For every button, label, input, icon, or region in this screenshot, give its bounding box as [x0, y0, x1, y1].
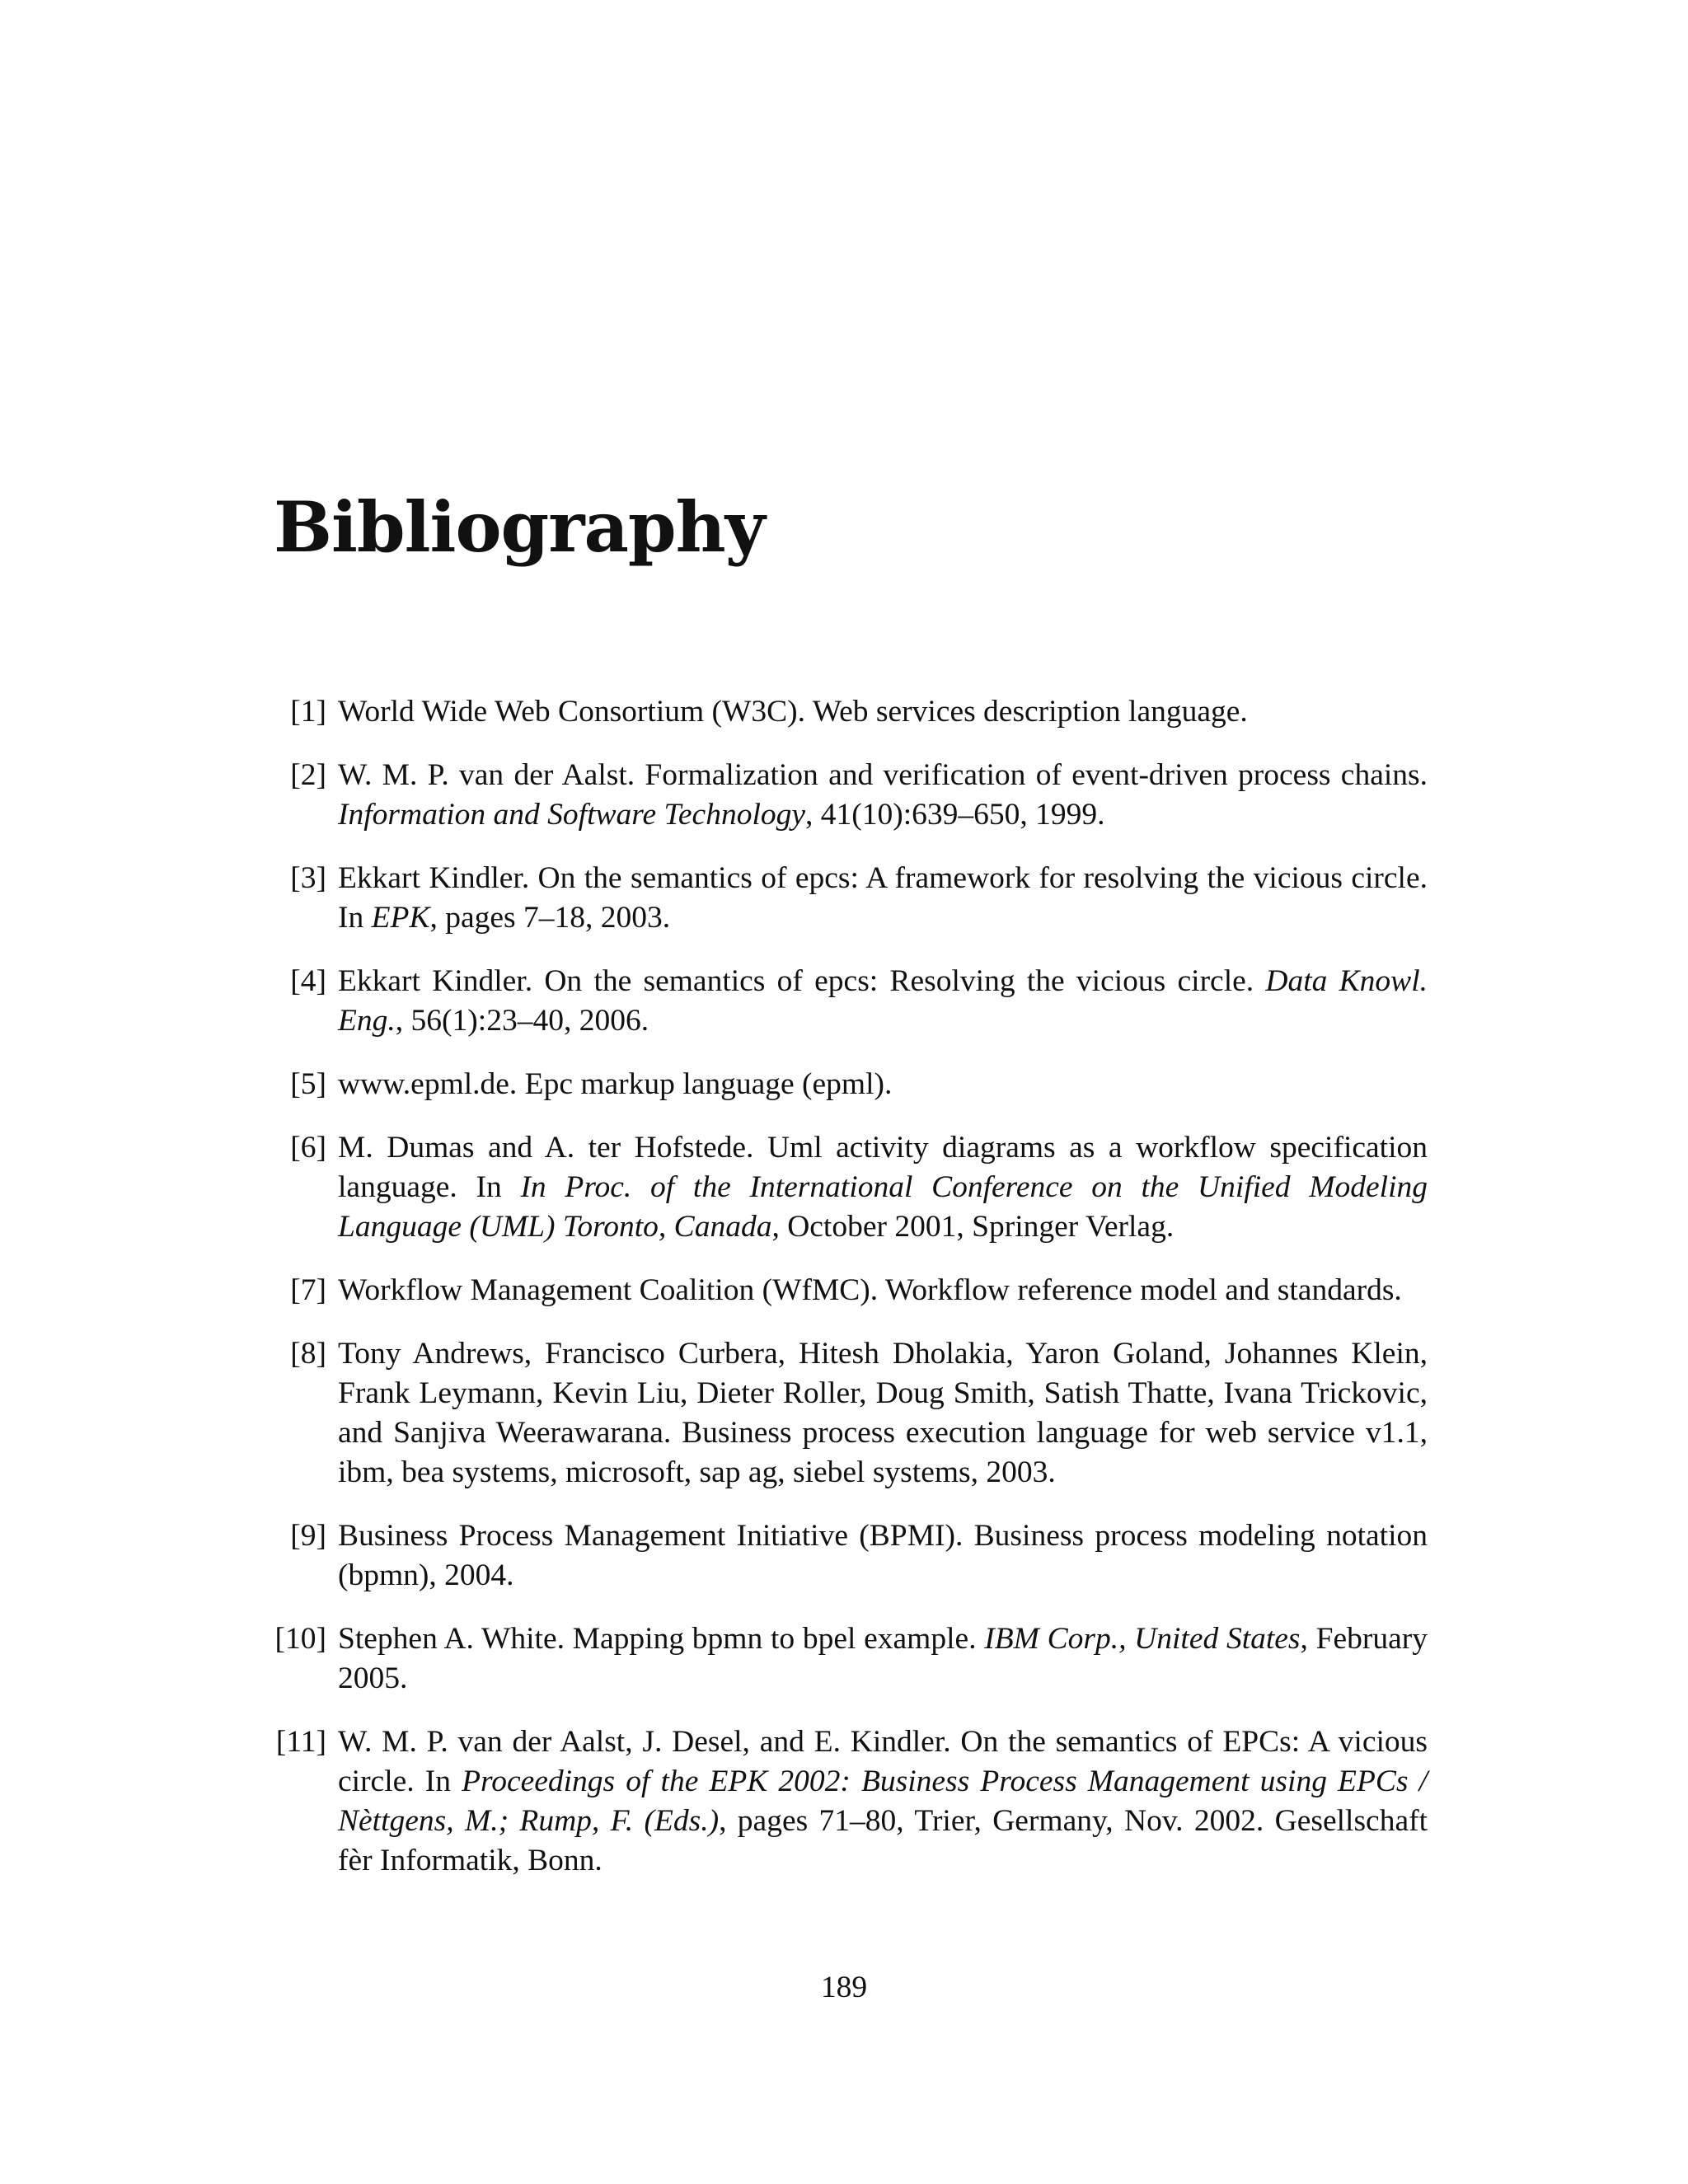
bib-entry-label: [11]: [275, 1725, 326, 1759]
bib-entry: [274, 1619, 1428, 1699]
bib-italic-segment: EPK: [371, 901, 430, 935]
bib-entry-label: [10]: [274, 1622, 326, 1656]
bib-text-segment: Stephen A. White. Mapping bpmn to bpel example.: [338, 1622, 985, 1656]
bib-entry-label: [5]: [290, 1067, 326, 1101]
bib-text-segment: , pages 71–80, Trier, Germany, Nov. 2002. Gesellschaft fèr Informatik, Bonn.: [338, 1804, 1428, 1877]
bib-text-segment: W. M. P. van der Aalst, J. Desel, and E. Kindler. On the semantics of EPCs: A vicious circle. In: [338, 1725, 1428, 1798]
chapter-title: Bibliography: [274, 486, 765, 568]
bib-entry: [274, 1128, 1428, 1247]
bib-entry: [274, 859, 1428, 938]
bib-text-segment: , 41(10):639–650, 1999.: [805, 798, 1105, 832]
bib-entry: [274, 1271, 1428, 1310]
bib-entry: [274, 756, 1428, 835]
bib-entry-label: [4]: [290, 964, 326, 998]
bib-entry-label: [8]: [290, 1337, 326, 1371]
bib-entry-text: [338, 692, 1428, 732]
bib-entry-label: [9]: [290, 1519, 326, 1553]
bib-italic-segment: IBM Corp., United States: [984, 1622, 1301, 1656]
page-number: 189: [820, 1971, 868, 2004]
bib-text-segment: Tony Andrews, Francisco Curbera, Hitesh Dholakia, Yaron Goland, Johannes Klein, Frank Leymann, Kevin Liu, Dieter Roller, Doug Smith, Satish Thatte, Ivana Trickovic, and Sanjiva Weerawarana. Business process execution language for web service v1.1, ibm, bea systems, microsoft, sap ag, siebel systems, 2003.: [338, 1337, 1428, 1489]
bib-entry: [274, 962, 1428, 1041]
bib-text-segment: , February 2005.: [338, 1622, 1428, 1695]
bib-text-segment: , October 2001, Springer Verlag.: [771, 1210, 1175, 1244]
bib-entry-label: [6]: [290, 1131, 326, 1165]
bib-entry-label: [2]: [290, 758, 326, 792]
bib-italic-segment: Proceedings of the EPK 2002: Business Process Management using EPCs / Nèttgens, M.; Rump, F. (Eds.): [338, 1765, 1428, 1838]
bib-entry-text: [338, 756, 1428, 835]
bib-text-segment: Workflow Management Coalition (WfMC). Workflow reference model and standards.: [338, 1273, 1402, 1307]
bib-text-segment: World Wide Web Consortium (W3C). Web services description language.: [338, 695, 1248, 729]
bib-entry-text: [338, 1516, 1428, 1596]
bib-text-segment: M. Dumas and A. ter Hofstede. Uml activity diagrams as a workflow specification language. In: [338, 1131, 1428, 1204]
bib-text-segment: , 56(1):23–40, 2006.: [395, 1004, 649, 1038]
bib-text-segment: Business Process Management Initiative (BPMI). Business process modeling notation (bpmn), 2004.: [338, 1519, 1428, 1592]
bib-text-segment: Ekkart Kindler. On the semantics of epcs: Resolving the vicious circle.: [338, 964, 1266, 998]
bib-entry: [274, 692, 1428, 732]
bib-text-segment: www.epml.de. Epc markup language (epml).: [338, 1067, 893, 1101]
bib-italic-segment: In Proc. of the International Conference on the Unified Modeling Language (UML) Toronto, Canada: [338, 1170, 1428, 1244]
bib-entry-label: [7]: [290, 1273, 326, 1307]
bib-entry: [274, 1722, 1428, 1881]
bib-entry-text: [338, 1619, 1428, 1699]
bib-entry: [274, 1516, 1428, 1596]
bib-entry-text: [338, 1128, 1428, 1247]
bib-entry-text: [338, 1334, 1428, 1493]
bib-entry: [274, 1334, 1428, 1493]
bib-italic-segment: Information and Software Technology: [338, 798, 806, 832]
bib-entry-label: [1]: [290, 695, 326, 729]
bib-text-segment: Ekkart Kindler. On the semantics of epcs: A framework for resolving the vicious circle. In: [338, 861, 1428, 935]
bib-entry-text: [338, 962, 1428, 1041]
bibliography-list: [274, 692, 1428, 1905]
bib-entry-text: [338, 859, 1428, 938]
bib-text-segment: W. M. P. van der Aalst. Formalization and verification of event-driven process chains.: [338, 758, 1428, 792]
bib-entry-text: [338, 1065, 1428, 1104]
bib-text-segment: , pages 7–18, 2003.: [429, 901, 671, 935]
bib-entry-text: [338, 1271, 1428, 1310]
bib-entry: [274, 1065, 1428, 1104]
bib-entry-text: [338, 1722, 1428, 1881]
bib-entry-label: [3]: [290, 861, 326, 895]
bib-italic-segment: Data Knowl. Eng.: [338, 964, 1428, 1038]
